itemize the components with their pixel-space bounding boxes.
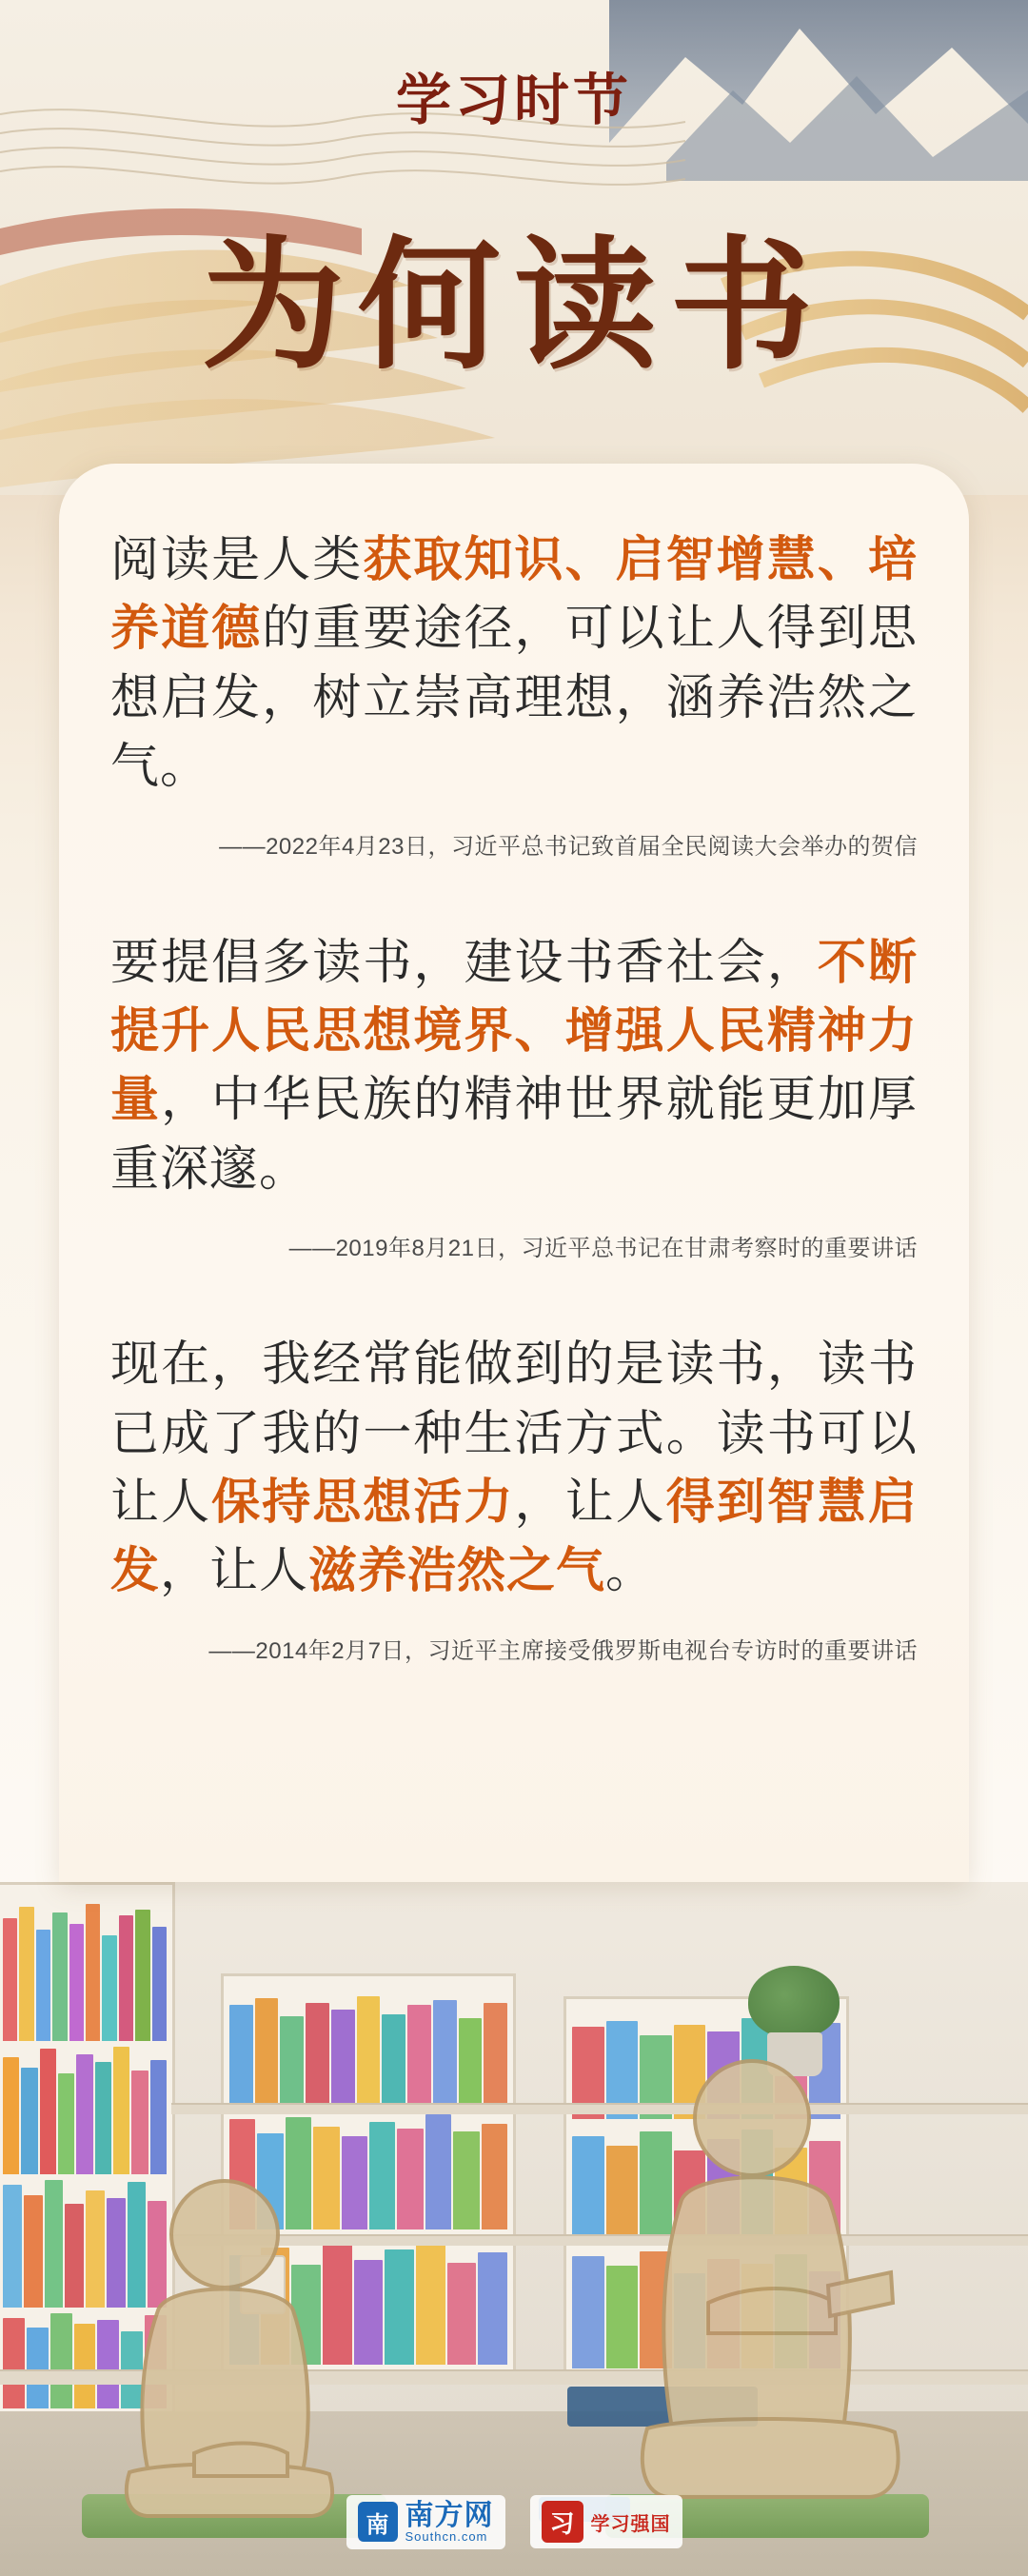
quote-1-seg-1: 获取知识、启智增慧、培养道德 [110,534,918,657]
reader-child-silhouette [91,2168,377,2548]
footer-logos [0,2495,1028,2549]
brand-header [0,55,1028,135]
quote-3-seg-5: 滋养浩然之气 [308,1545,606,1599]
page-title-text: 为何读书 [201,228,826,386]
quote-2-seg-2: ，中华民族的精神世界就能更加厚重深邃。 [110,1074,918,1197]
southcn-mark-icon: 南 [358,2502,398,2542]
southcn-name-en: Southcn.com [405,2529,488,2545]
quote-3-seg-1: 保持思想活力 [211,1476,515,1531]
quote-source-1: ——2022年4月23日，习近平总书记致首届全民阅读大会举办的贺信 [219,833,918,860]
quote-3-seg-0: 现在，我经常能做到的是读书，读书已成了我的一种生活方式。读书可以让人 [110,1338,918,1531]
southcn-logo[interactable] [346,2495,505,2549]
xuexi-label: 学习强国 [590,2513,671,2535]
xuexi-logo[interactable] [530,2495,682,2548]
quote-1-seg-0: 阅读是人类 [110,534,364,587]
quote-block-2 [59,861,969,1263]
southcn-name-cn: 南方网 [405,2499,494,2531]
quote-block-3 [59,1262,969,1665]
quote-source-2: ——2019年8月21日，习近平总书记在甘肃考察时的重要讲话 [288,1236,918,1262]
quote-text-3 [110,1331,918,1607]
quote-block-1 [59,464,969,861]
quote-3-seg-3: 得到智慧启发 [110,1476,918,1599]
page-title [0,190,1028,396]
quote-3-seg-6: 。 [605,1545,656,1599]
quote-text-1 [110,526,918,803]
library-photo [0,1882,1028,2576]
quote-2-seg-0: 要提倡多读书，建设书香社会， [110,936,818,990]
quote-card [59,464,969,1882]
quote-2-seg-1: 不断提升人民思想境界、增强人民精神力量 [110,936,918,1128]
quote-text-2 [110,929,918,1205]
brand-title: 学习时节 [395,69,632,131]
reader-adult-silhouette [590,2048,933,2552]
xuexi-mark-icon: 习 [542,2501,583,2543]
quote-source-3: ——2014年2月7日，习近平主席接受俄罗斯电视台专访时的重要讲话 [208,1637,918,1664]
quote-1-seg-2: 的重要途径，可以让人得到思想启发，树立崇高理想，涵养浩然之气。 [110,603,918,795]
quote-3-seg-2: ，让人 [514,1476,666,1531]
quote-3-seg-4: ，让人 [160,1545,309,1599]
plant-icon [748,1966,840,2038]
